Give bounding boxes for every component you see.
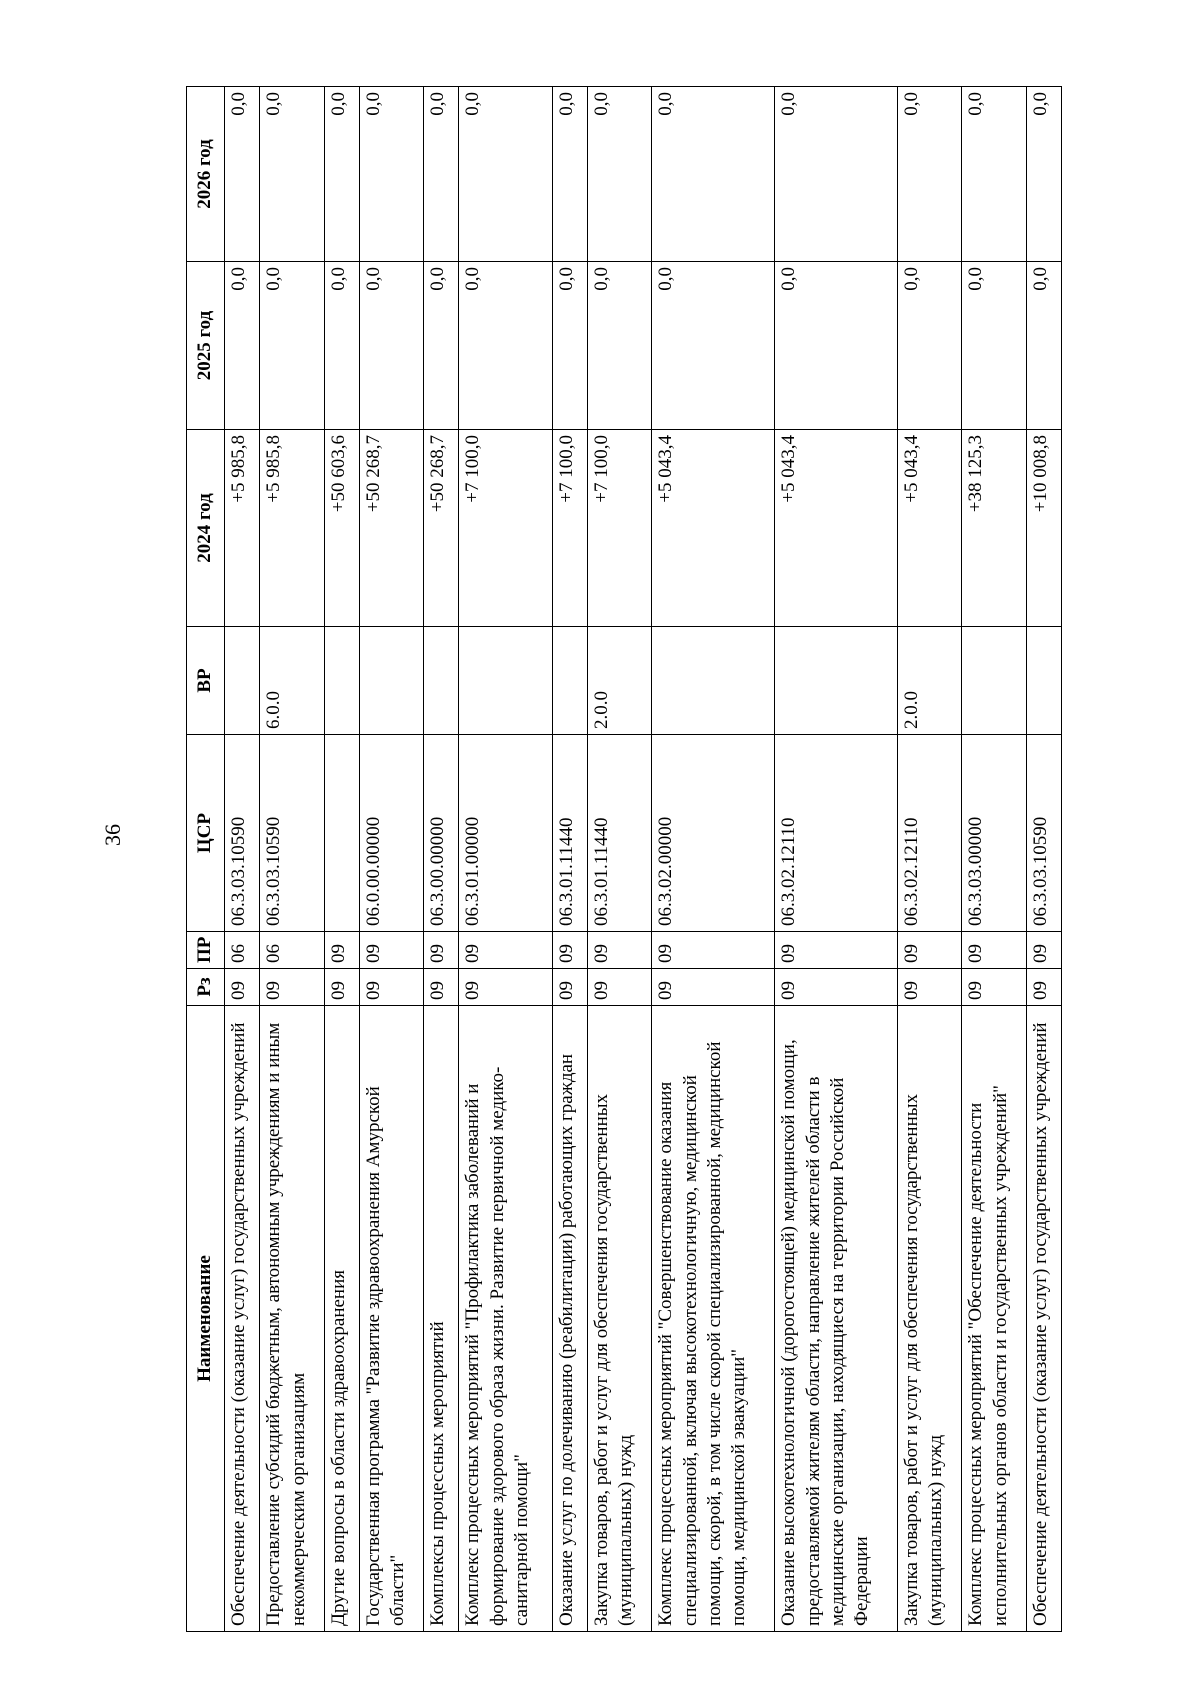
- cell-2026: 0,0: [225, 87, 260, 262]
- cell-2025: 0,0: [552, 262, 587, 430]
- cell-2025: 0,0: [962, 262, 1026, 430]
- cell-vr: [324, 627, 359, 735]
- cell-2024: +5 043,4: [652, 430, 775, 627]
- header-csr: ЦСР: [187, 735, 225, 932]
- cell-2026: 0,0: [897, 87, 961, 262]
- table-row: [359, 87, 423, 1632]
- cell-csr: 06.3.02.12110: [897, 735, 961, 932]
- cell-2024: +50 603,6: [324, 430, 359, 627]
- cell-name: Оказание услуг по долечиванию (реабилитации) работающих граждан: [552, 1006, 587, 1632]
- cell-2026: 0,0: [552, 87, 587, 262]
- table-row: [1026, 87, 1061, 1632]
- cell-2024: +10 008,8: [1026, 430, 1061, 627]
- cell-2024: +7 100,0: [459, 430, 553, 627]
- header-2024: 2024 год: [187, 430, 225, 627]
- cell-rz: 09: [424, 969, 459, 1006]
- cell-2026: 0,0: [424, 87, 459, 262]
- cell-2026: 0,0: [588, 87, 652, 262]
- cell-2025: 0,0: [424, 262, 459, 430]
- cell-2024: +5 985,8: [225, 430, 260, 627]
- cell-2026: 0,0: [962, 87, 1026, 262]
- cell-csr: 06.3.01.11440: [552, 735, 587, 932]
- cell-csr: 06.3.01.11440: [588, 735, 652, 932]
- rotated-table-container: [186, 87, 1062, 1632]
- table-row: [552, 87, 587, 1632]
- cell-2025: 0,0: [897, 262, 961, 430]
- cell-2024: +5 985,8: [260, 430, 324, 627]
- cell-name: Комплекс процессных мероприятий "Обеспечение деятельности исполнительных органов области и государственных учреждений": [962, 1006, 1026, 1632]
- cell-pr: 09: [775, 932, 898, 969]
- table-header-row: [187, 87, 225, 1632]
- cell-vr: 2.0.0: [897, 627, 961, 735]
- cell-2026: 0,0: [652, 87, 775, 262]
- cell-vr: [962, 627, 1026, 735]
- table-row: [324, 87, 359, 1632]
- cell-vr: [1026, 627, 1061, 735]
- cell-vr: [424, 627, 459, 735]
- cell-2026: 0,0: [459, 87, 553, 262]
- cell-pr: 09: [1026, 932, 1061, 969]
- cell-name: Обеспечение деятельности (оказание услуг) государственных учреждений: [1026, 1006, 1061, 1632]
- cell-2025: 0,0: [775, 262, 898, 430]
- cell-2026: 0,0: [324, 87, 359, 262]
- cell-csr: 06.3.03.10590: [225, 735, 260, 932]
- table-row: [775, 87, 898, 1632]
- cell-csr: 06.3.00.00000: [424, 735, 459, 932]
- cell-2024: +7 100,0: [552, 430, 587, 627]
- cell-pr: 09: [359, 932, 423, 969]
- cell-2025: 0,0: [260, 262, 324, 430]
- table-row: [459, 87, 553, 1632]
- cell-rz: 09: [897, 969, 961, 1006]
- cell-csr: 06.0.00.00000: [359, 735, 423, 932]
- table-row: [424, 87, 459, 1632]
- budget-table: [186, 86, 1062, 1632]
- cell-2025: 0,0: [225, 262, 260, 430]
- cell-rz: 09: [1026, 969, 1061, 1006]
- header-pr: ПР: [187, 932, 225, 969]
- cell-name: Комплекс процессных мероприятий "Профилактика заболеваний и формирование здорового образа жизни. Развитие первичной медико-санитарной помощи": [459, 1006, 553, 1632]
- cell-rz: 09: [225, 969, 260, 1006]
- header-2026: 2026 год: [187, 87, 225, 262]
- cell-rz: 09: [260, 969, 324, 1006]
- header-vr: ВР: [187, 627, 225, 735]
- cell-vr: [775, 627, 898, 735]
- cell-name: Оказание высокотехнологичной (дорогостоящей) медицинской помощи, предоставляемой жителям области, направление жителей области в медицинские организации, находящиеся на территории Российской Федерации: [775, 1006, 898, 1632]
- cell-pr: 09: [552, 932, 587, 969]
- cell-pr: 09: [424, 932, 459, 969]
- cell-rz: 09: [962, 969, 1026, 1006]
- table-row: [225, 87, 260, 1632]
- cell-name: Комплексы процессных мероприятий: [424, 1006, 459, 1632]
- cell-2024: +5 043,4: [775, 430, 898, 627]
- cell-pr: 09: [588, 932, 652, 969]
- cell-pr: 06: [225, 932, 260, 969]
- cell-csr: 06.3.02.12110: [775, 735, 898, 932]
- cell-name: Закупка товаров, работ и услуг для обеспечения государственных (муниципальных) нужд: [588, 1006, 652, 1632]
- cell-2024: +5 043,4: [897, 430, 961, 627]
- cell-2024: +50 268,7: [424, 430, 459, 627]
- cell-csr: 06.3.03.10590: [1026, 735, 1061, 932]
- cell-csr: 06.3.03.10590: [260, 735, 324, 932]
- cell-vr: [459, 627, 553, 735]
- cell-name: Закупка товаров, работ и услуг для обеспечения государственных (муниципальных) нужд: [897, 1006, 961, 1632]
- cell-vr: [552, 627, 587, 735]
- cell-name: Комплекс процессных мероприятий "Совершенствование оказания специализированной, включая высокотехнологичную, медицинской помощи, скорой, в том числе скорой специализированной, медицинской помощи, медицинской эвакуации": [652, 1006, 775, 1632]
- cell-vr: [652, 627, 775, 735]
- cell-pr: 06: [260, 932, 324, 969]
- cell-rz: 09: [775, 969, 898, 1006]
- cell-2026: 0,0: [775, 87, 898, 262]
- cell-rz: 09: [588, 969, 652, 1006]
- table-row: [897, 87, 961, 1632]
- cell-csr: [324, 735, 359, 932]
- cell-2025: 0,0: [588, 262, 652, 430]
- cell-csr: 06.3.03.00000: [962, 735, 1026, 932]
- table-row: [962, 87, 1026, 1632]
- cell-rz: 09: [652, 969, 775, 1006]
- cell-pr: 09: [897, 932, 961, 969]
- cell-vr: 2.0.0: [588, 627, 652, 735]
- cell-pr: 09: [459, 932, 553, 969]
- cell-rz: 09: [459, 969, 553, 1006]
- cell-2025: 0,0: [652, 262, 775, 430]
- cell-2024: +38 125,3: [962, 430, 1026, 627]
- cell-pr: 09: [962, 932, 1026, 969]
- cell-2026: 0,0: [260, 87, 324, 262]
- table-row: [588, 87, 652, 1632]
- cell-vr: 6.0.0: [260, 627, 324, 735]
- cell-2025: 0,0: [1026, 262, 1061, 430]
- cell-2025: 0,0: [359, 262, 423, 430]
- cell-rz: 09: [324, 969, 359, 1006]
- header-2025: 2025 год: [187, 262, 225, 430]
- cell-vr: [225, 627, 260, 735]
- cell-csr: 06.3.01.00000: [459, 735, 553, 932]
- cell-name: Предоставление субсидий бюджетным, автономным учреждениям и иным некоммерческим организациям: [260, 1006, 324, 1632]
- cell-2024: +50 268,7: [359, 430, 423, 627]
- cell-name: Обеспечение деятельности (оказание услуг) государственных учреждений: [225, 1006, 260, 1632]
- table-row: [260, 87, 324, 1632]
- cell-rz: 09: [359, 969, 423, 1006]
- cell-2026: 0,0: [359, 87, 423, 262]
- cell-2025: 0,0: [324, 262, 359, 430]
- cell-2025: 0,0: [459, 262, 553, 430]
- header-rz: Рз: [187, 969, 225, 1006]
- cell-vr: [359, 627, 423, 735]
- header-name: Наименование: [187, 1006, 225, 1632]
- cell-pr: 09: [324, 932, 359, 969]
- cell-name: Государственная программа "Развитие здравоохранения Амурской области": [359, 1006, 423, 1632]
- cell-2026: 0,0: [1026, 87, 1061, 262]
- cell-rz: 09: [552, 969, 587, 1006]
- cell-name: Другие вопросы в области здравоохранения: [324, 1006, 359, 1632]
- cell-2024: +7 100,0: [588, 430, 652, 627]
- page-number: 36: [100, 824, 125, 846]
- table-row: [652, 87, 775, 1632]
- cell-csr: 06.3.02.00000: [652, 735, 775, 932]
- cell-pr: 09: [652, 932, 775, 969]
